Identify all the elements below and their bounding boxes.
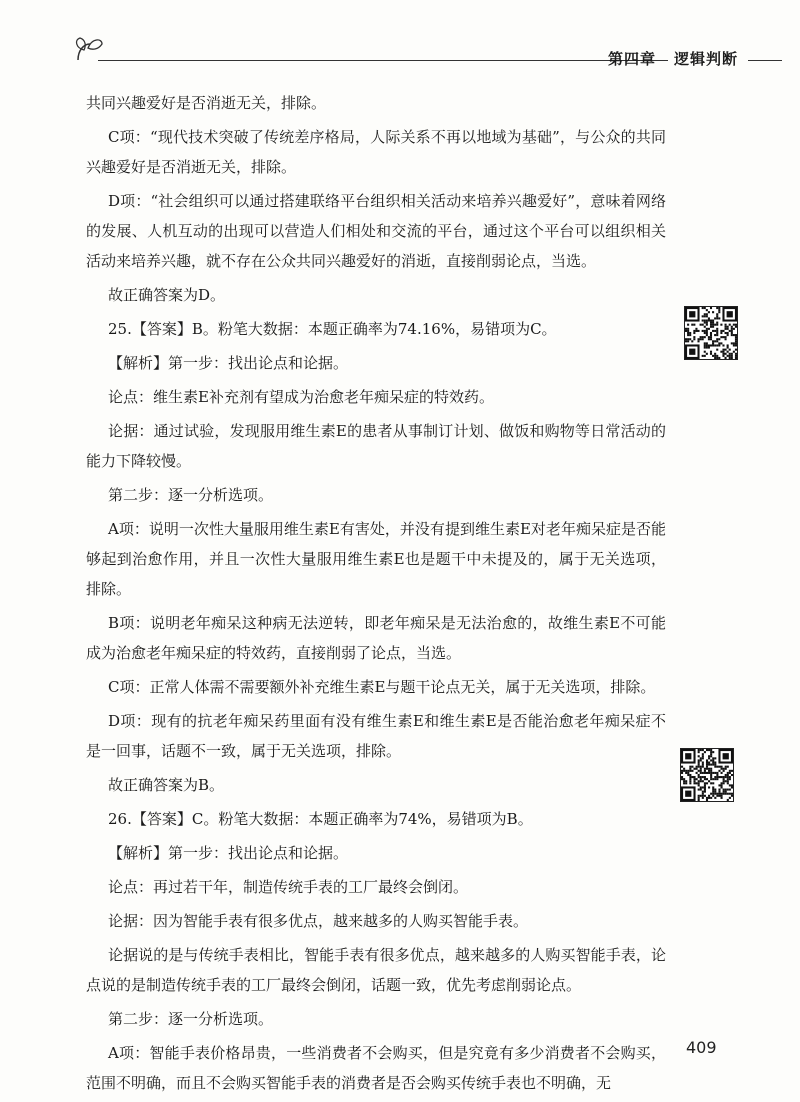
paragraph: A项：说明一次性大量服用维生素E有害处，并没有提到维生素E对老年痴呆症是否能够起到治愈作用，并且一次性大量服用维生素E也是题干中未提及的，属于无关选项，排除。 <box>86 520 666 598</box>
paragraph: 论据说的是与传统手表相比，智能手表有很多优点，越来越多的人购买智能手表，论点说的是制造传统手表的工厂最终会倒闭，话题一致，优先考虑削弱论点。 <box>86 946 666 994</box>
paragraph: 论据：因为智能手表有很多优点，越来越多的人购买智能手表。 <box>108 912 529 930</box>
paragraph: 共同兴趣爱好是否消逝无关，排除。 <box>86 94 327 112</box>
paragraph: 26.【答案】C。粉笔大数据：本题正确率为74%，易错项为B。 <box>108 810 533 828</box>
chapter-label: 第四章 <box>608 50 657 68</box>
body-text <box>86 88 666 1102</box>
paragraph: C项：正常人体需不需要额外补充维生素E与题干论点无关，属于无关选项，排除。 <box>108 678 656 696</box>
paragraph: 25.【答案】B。粉笔大数据：本题正确率为74.16%，易错项为C。 <box>108 320 557 338</box>
paragraph: 【解析】第一步：找出论点和论据。 <box>108 844 349 862</box>
paragraph: 论据：通过试验，发现服用维生素E的患者从事制订计划、做饭和购物等日常活动的能力下降较慢。 <box>86 422 666 470</box>
paragraph: 第二步：逐一分析选项。 <box>108 1010 274 1028</box>
paragraph: D项：“社会组织可以通过搭建联络平台组织相关活动来培养兴趣爱好”，意味着网络的发展、人机互动的出现可以营造人们相处和交流的平台，通过这个平台可以组织相关活动来培养兴趣，就不存在公众共同兴趣爱好的消逝，直接削弱论点，当选。 <box>86 192 666 270</box>
header-rule-end <box>748 60 782 61</box>
page-header <box>72 30 772 70</box>
header-rule <box>98 60 668 61</box>
paragraph: 故正确答案为D。 <box>108 286 226 304</box>
qr-code-icon <box>680 748 734 802</box>
paragraph: 第二步：逐一分析选项。 <box>108 486 274 504</box>
paragraph: 论点：再过若干年，制造传统手表的工厂最终会倒闭。 <box>108 878 469 896</box>
paragraph: D项：现有的抗老年痴呆药里面有没有维生素E和维生素E是否能治愈老年痴呆症不是一回事，话题不一致，属于无关选项，排除。 <box>86 712 666 760</box>
paragraph: 故正确答案为B。 <box>108 776 225 794</box>
paragraph: C项：“现代技术突破了传统差序格局，人际关系不再以地域为基础”，与公众的共同兴趣爱好是否消逝无关，排除。 <box>86 128 666 176</box>
paragraph: A项：智能手表价格昂贵，一些消费者不会购买，但是究竟有多少消费者不会购买，范围不明确，而且不会购买智能手表的消费者是否会购买传统手表也不明确，无 <box>86 1044 666 1092</box>
header-title <box>608 48 778 69</box>
section-label: 逻辑判断 <box>674 50 739 68</box>
paragraph: 【解析】第一步：找出论点和论据。 <box>108 354 349 372</box>
paragraph: B项：说明老年痴呆这种病无法逆转，即老年痴呆是无法治愈的，故维生素E不可能成为治愈老年痴呆症的特效药，直接削弱了论点，当选。 <box>86 614 666 662</box>
qr-code-icon <box>684 306 738 360</box>
paragraph: 论点：维生素E补充剂有望成为治愈老年痴呆症的特效药。 <box>108 388 494 406</box>
page-number: 409 <box>686 1038 717 1057</box>
